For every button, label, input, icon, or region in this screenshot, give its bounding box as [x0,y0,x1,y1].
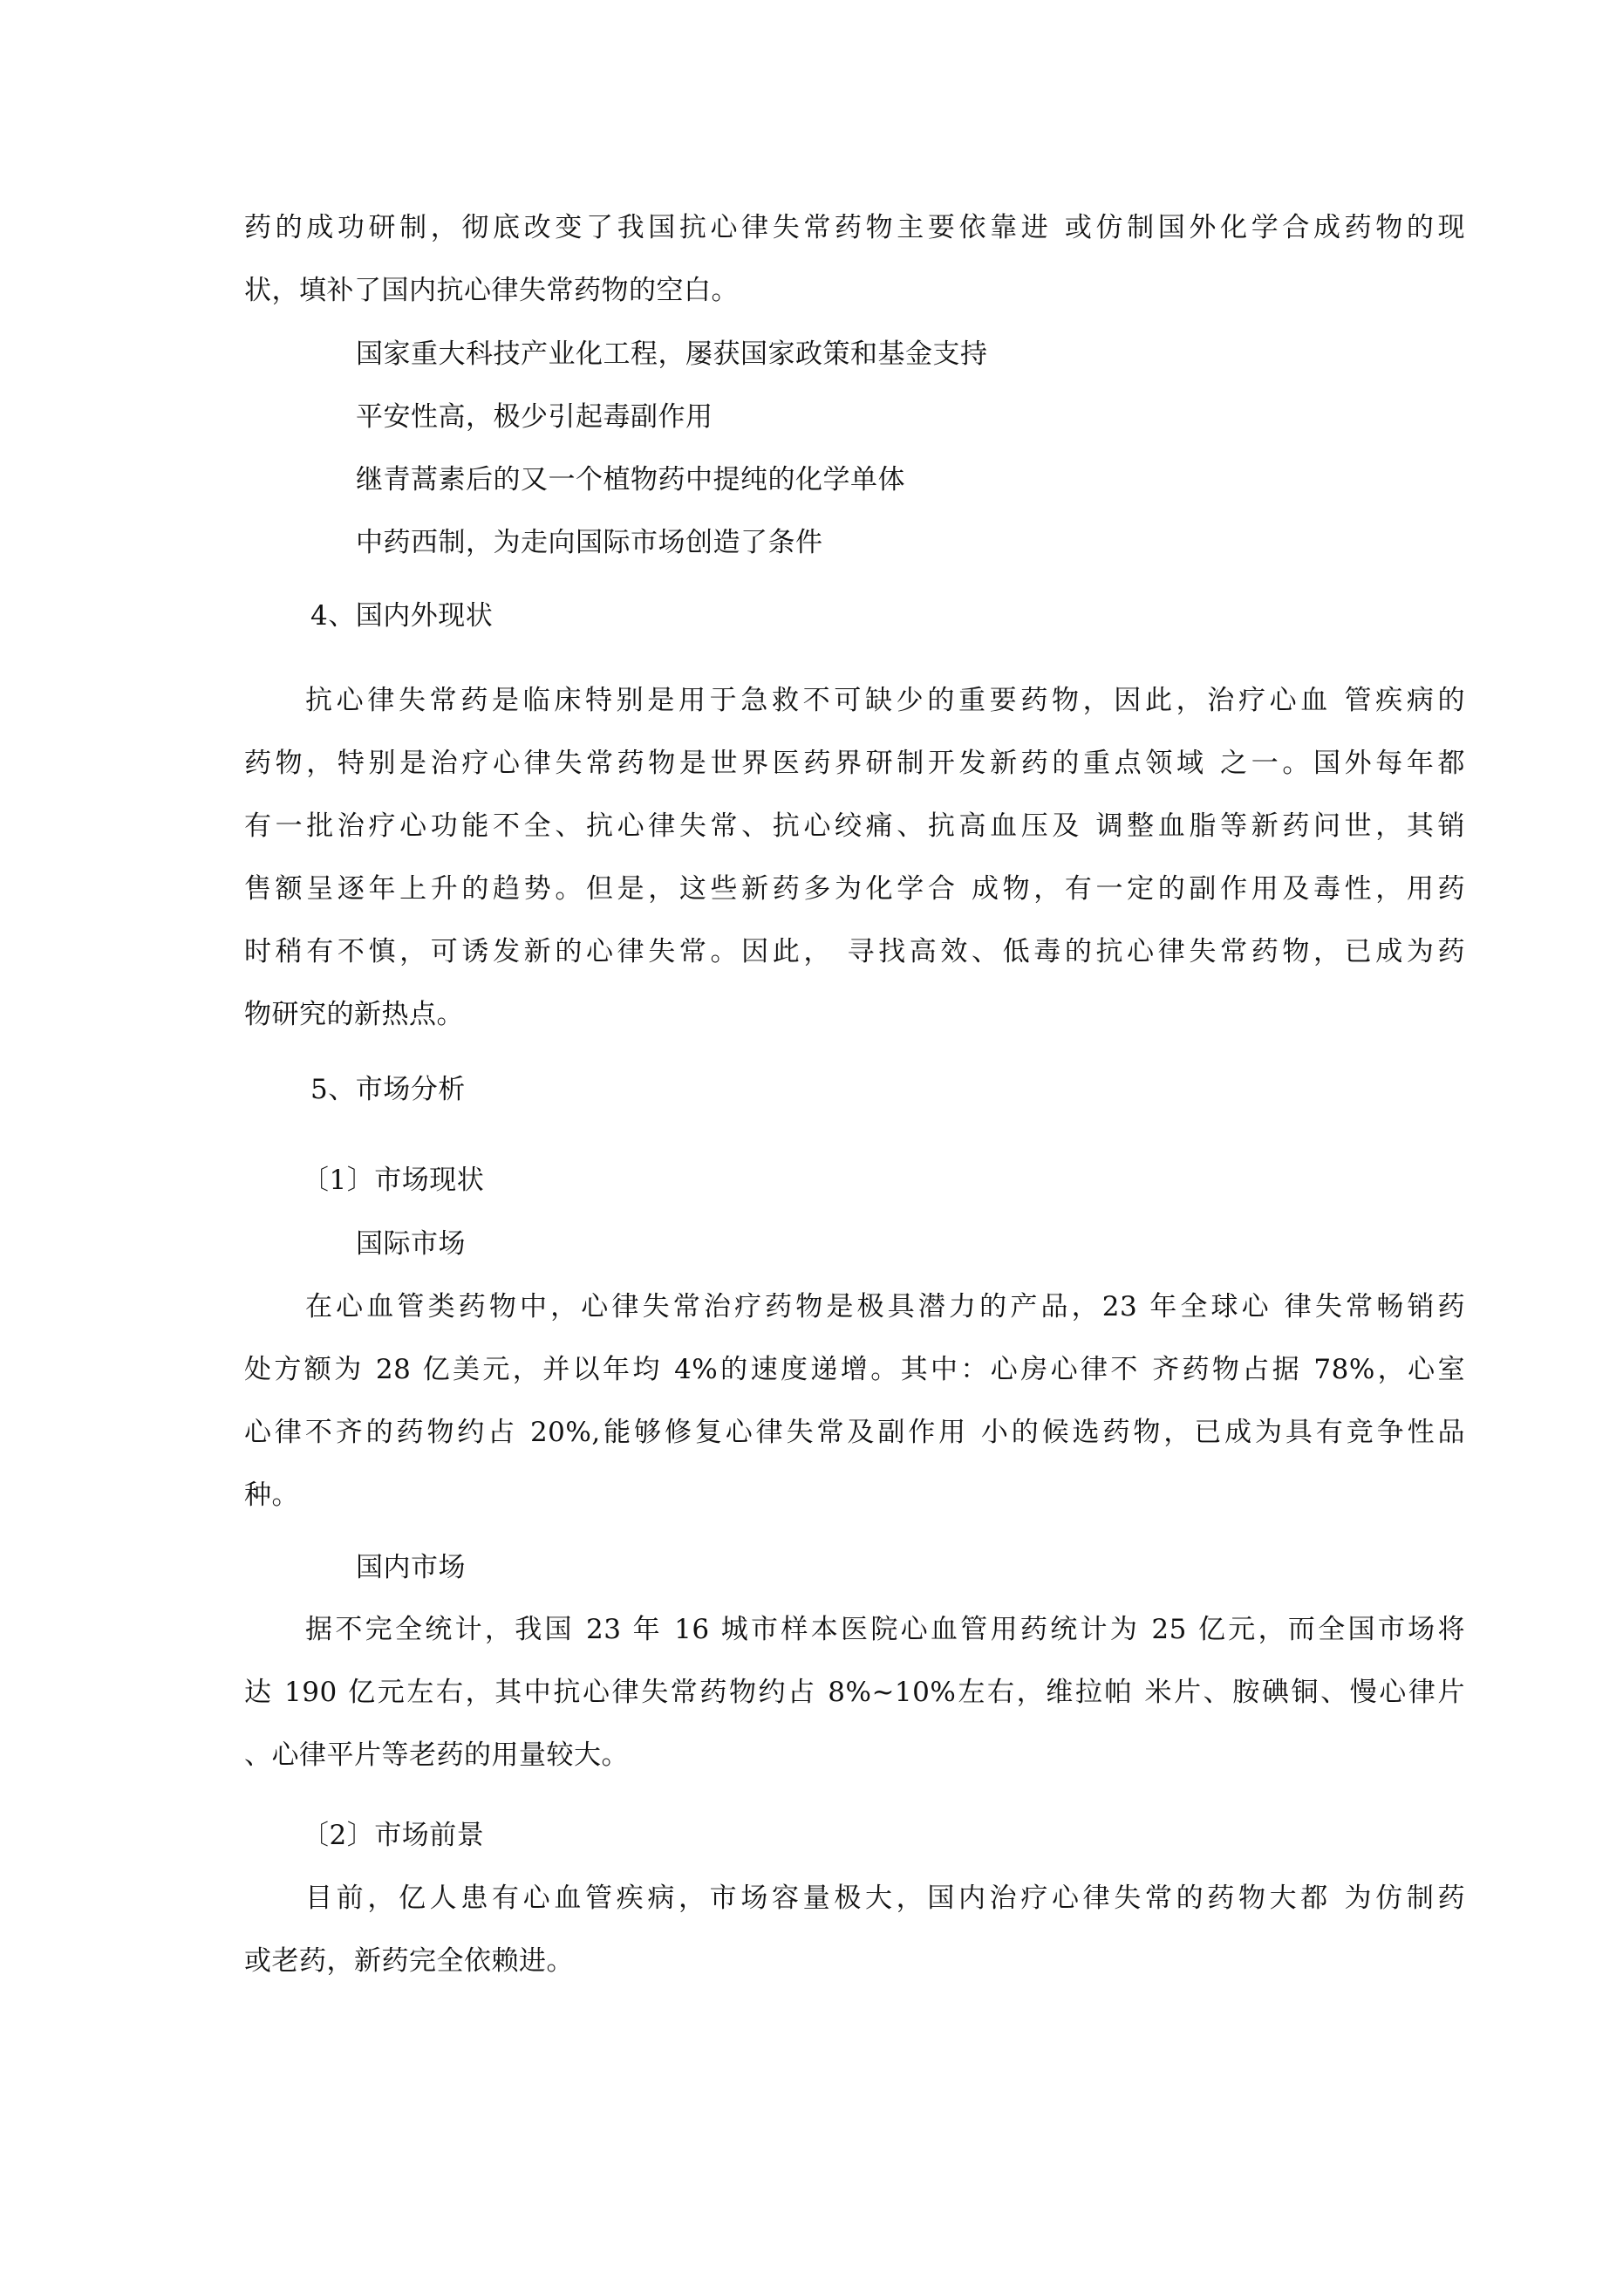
prospect-line: 或老药，新药完全依赖进。 [244,1945,574,1977]
point-item: 继青蒿素后的又一个植物药中提纯的化学单体 [356,464,905,495]
section4-line: 抗心律失常药是临床特别是用于急救不可缺少的重要药物，因此，治疗心血 管疾病的 [305,685,1465,716]
section4-line: 售额呈逐年上升的趋势。但是，这些新药多为化学合 成物，有一定的副作用及毒性，用药 [244,873,1465,905]
subsection-heading-2: 〔2〕市场前景 [302,1820,485,1851]
intl-market-line: 种。 [244,1479,299,1511]
point-item: 中药西制，为走向国际市场创造了条件 [356,527,823,558]
section4-line: 有一批治疗心功能不全、抗心律失常、抗心绞痛、抗高血压及 调整血脂等新药问世，其销 [244,810,1465,842]
domestic-market-line: 据不完全统计，我国 23 年 16 城市样本医院心血管用药统计为 25 亿元，而全国市场将 [305,1614,1465,1645]
subsection-heading-1: 〔1〕市场现状 [302,1165,485,1196]
intl-market-line: 处方额为 28 亿美元，并以年均 4%的速度递增。其中：心房心律不 齐药物占据 78%，心室 [244,1354,1465,1385]
intl-market-line: 心律不齐的药物约占 20%,能够修复心律失常及副作用 小的候选药物，已成为具有竞争性品 [244,1417,1465,1448]
domestic-market-heading: 国内市场 [356,1552,466,1583]
section-heading-4: 4、国内外现状 [310,600,494,632]
domestic-market-line: 、心律平片等老药的用量较大。 [244,1739,629,1771]
domestic-market-line: 达 190 亿元左右，其中抗心律失常药物约占 8%~10%左右，维拉帕 米片、胺碘铜、慢心律片 [244,1677,1465,1708]
section4-line: 药物，特别是治疗心律失常药物是世界医药界研制开发新药的重点领域 之一。国外每年都 [244,748,1465,779]
intro-line-2: 状，填补了国内抗心律失常药物的空白。 [244,275,739,306]
point-item: 国家重大科技产业化工程，屡获国家政策和基金支持 [356,338,988,370]
section-heading-5: 5、市场分析 [310,1074,466,1105]
point-item: 平安性高，极少引起毒副作用 [356,401,713,433]
section4-line: 时稍有不慎，可诱发新的心律失常。因此， 寻找高效、低毒的抗心律失常药物，已成为药 [244,936,1465,967]
section4-line: 物研究的新热点。 [244,999,464,1030]
intro-line-1: 药的成功研制，彻底改变了我国抗心律失常药物主要依靠进 或仿制国外化学合成药物的现 [244,212,1465,243]
prospect-line: 目前，亿人患有心血管疾病，市场容量极大，国内治疗心律失常的药物大都 为仿制药 [305,1883,1465,1914]
intl-market-line: 在心血管类药物中，心律失常治疗药物是极具潜力的产品，23 年全球心 律失常畅销药 [305,1291,1465,1322]
intl-market-heading: 国际市场 [356,1228,466,1260]
